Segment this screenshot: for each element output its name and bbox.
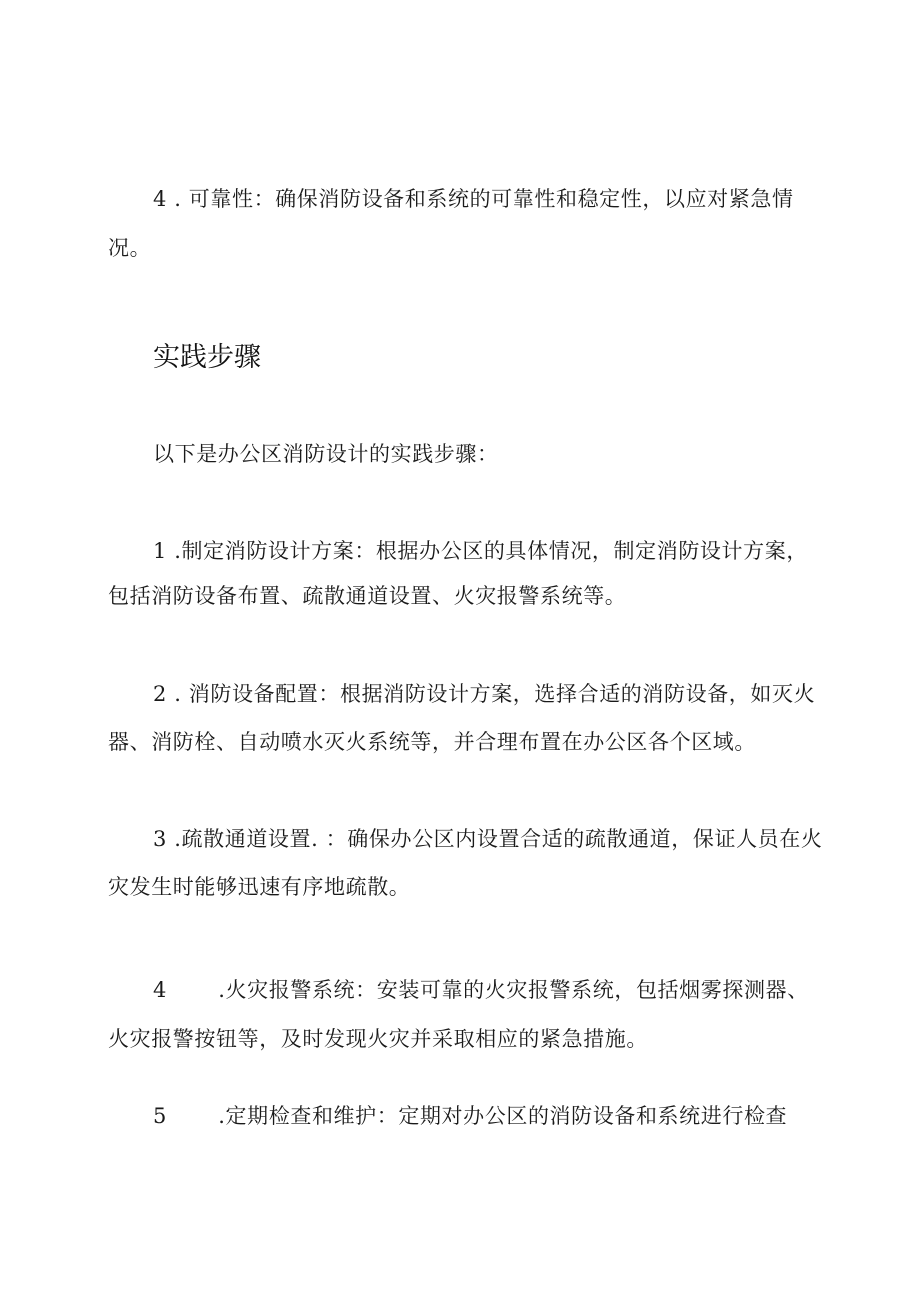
step-2-line-1 <box>153 680 815 708</box>
step-3-line-1 <box>153 825 822 853</box>
step-5-line-1 <box>153 1102 787 1130</box>
para-reliability-line-1: 4 . 可靠性：确保消防设备和系统的可靠性和稳定性，以应对紧急情 <box>153 187 794 211</box>
step-4-line-1 <box>153 976 809 1004</box>
step-4-line-2: 火灾报警按钮等，及时发现火灾并采取相应的紧急措施。 <box>108 1027 648 1051</box>
step-2-number: 2 <box>153 682 167 706</box>
step-2-text: . 消防设备配置：根据消防设计方案，选择合适的消防设备，如灭火 <box>174 682 816 706</box>
para-reliability-line-2: 况。 <box>108 236 152 260</box>
step-3-text: .疏散通道设置. ：确保办公区内设置合适的疏散通道，保证人员在火 <box>174 827 823 851</box>
step-1-line-2: 包括消防设备布置、疏散通道设置、火灾报警系统等。 <box>108 584 627 608</box>
step-1-number: 1 <box>153 539 167 563</box>
step-4-number: 4 <box>153 978 167 1002</box>
step-5-text: .定期检查和维护：定期对办公区的消防设备和系统进行检查 <box>218 1104 788 1128</box>
step-2-line-2: 器、消防栓、自动喷水灭火系统等，并合理布置在办公区各个区域。 <box>108 730 756 754</box>
step-1-text: .制定消防设计方案：根据办公区的具体情况，制定消防设计方案， <box>174 539 808 563</box>
step-1-line-1 <box>153 537 808 565</box>
step-3-line-2: 灾发生时能够迅速有序地疏散。 <box>108 875 411 899</box>
step-3-number: 3 <box>153 827 167 851</box>
section-heading: 实践步骤 <box>153 342 261 373</box>
step-5-number: 5 <box>153 1104 167 1128</box>
intro-paragraph: 以下是办公区消防设计的实践步骤： <box>153 442 499 466</box>
step-4-text: .火灾报警系统：安装可靠的火灾报警系统，包括烟雾探测器、 <box>218 978 809 1002</box>
